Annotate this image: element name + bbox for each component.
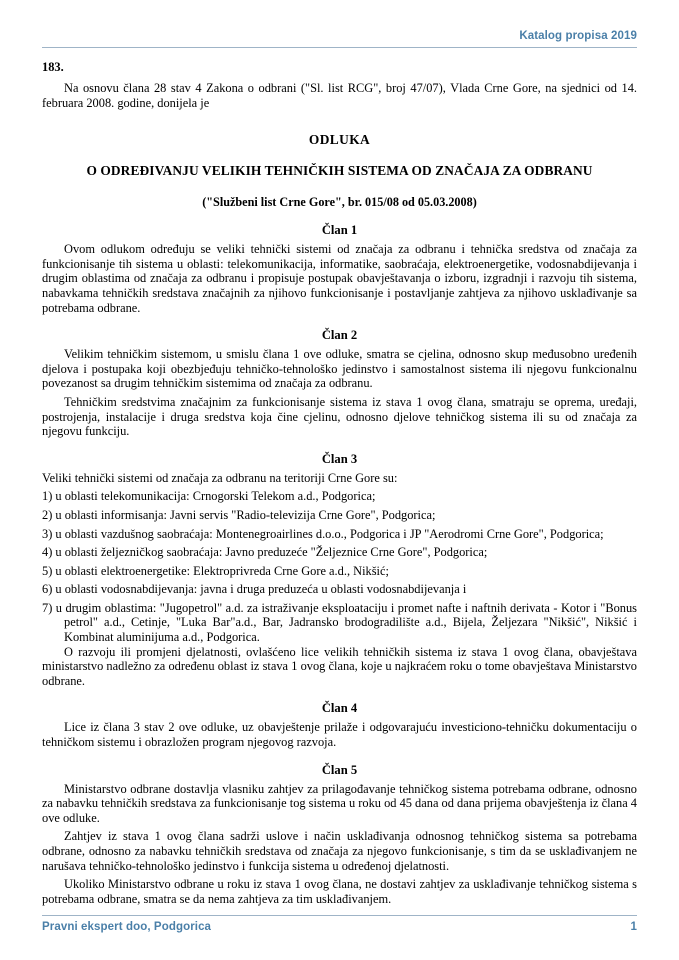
gazette-reference: ("Službeni list Crne Gore", br. 015/08 od 05.03.2008) [202,195,477,210]
list-item: 7) u drugim oblastima: "Jugopetrol" a.d. za istraživanje eksploataciju i promet nafte i naftnih derivata - Kotor i "Bonus petrol" a.d., Cetinje, "Luka Bar"a.d., Bar, Jadransko brodogradilište a.d., Bijela, Željezara "Nikšić", Nikšić i Kombinat aluminijuma a.d., Podgorica. [42,600,637,645]
article-3-closing-paragraph: O razvoju ili promjeni djelatnosti, ovlašćeno lice velikih tehničkih sistema iz stava 1 ovog člana, obavještava ministarstvo nadležno za određenu oblast iz stava 1 ovog člana, koje u najkraćem roku o tome obavještava Ministarstvo odbrane. [42,644,637,688]
decision-title-main: ODLUKA [308,132,371,148]
footer-page-number: 1 [630,921,637,933]
header-title: Katalog propisa 2019 [519,30,637,42]
article-heading-3: Član 3 [321,451,358,466]
list-item: 1) u oblasti telekomunikacija: Crnogorski Telekom a.d., Podgorica; [42,489,376,504]
article-2-paragraph-1: Velikim tehničkim sistemom, u smislu člana 1 ove odluke, smatra se cjelina, odnosno skup međusobno uređenih djelova i postupaka koji obezbjeđuju tehničko-tehnološko jedinstvo i samostalnost sistema ili njegovu funkcionalnu povezanost sa drugim tehničkim sistemima od značaja za odbranu. [42,347,637,391]
page-footer [42,915,637,934]
decision-title-block [42,132,637,210]
article-3-intro: Veliki tehnički sistemi od značaja za odbranu na teritoriji Crne Gore su: [42,470,398,485]
article-heading-4: Član 4 [321,701,358,716]
article-1-paragraph-1: Ovom odlukom određuju se veliki tehnički sistemi od značaja za odbranu i tehnička sredstva od značaja za funkcionisanje tih sistema u oblasti: telekomunikacija, informatike, saobraćaja, elektroenergetike, vodosnabdijevanja i drugim oblastima od značaja za odbranu i propisuje postupak obavještavanja o izboru, izgradnji i razvoju tih sistema, nabavkama tehničkih sredstava značajnih za njihovo funkcionisanje i postavljanje zahtjeva za njihovo usklađivanje sa potrebama odbrane. [42,242,637,315]
page-header [42,0,637,48]
list-item: 6) u oblasti vodosnabdijevanja: javna i druga preduzeća u oblasti vodosnabdijevanja i [42,582,467,597]
list-item: 5) u oblasti elektroenergetike: Elektroprivreda Crne Gore a.d., Nikšić; [42,563,389,578]
article-heading-5: Član 5 [321,762,358,777]
entry-number: 183. [42,60,64,74]
footer-publisher: Pravni ekspert doo, Podgorica [42,921,212,933]
article-heading-1: Član 1 [321,223,358,238]
list-item: 3) u oblasti vazdušnog saobraćaja: Montenegroairlines d.o.o., Podgorica i JP "Aerodromi Crne Gore", Podgorica; [42,526,604,541]
article-4-paragraph-1: Lice iz člana 3 stav 2 ove odluke, uz obavještenje prilaže i odgovarajuću investiciono-tehničku dokumentaciju o tehničkom sistemu i obrazložen program njegovog razvoja. [42,720,637,750]
preamble-paragraph: Na osnovu člana 28 stav 4 Zakona o odbrani ("Sl. list RCG", broj 47/07), Vlada Crne Gore, na sjednici od 14. februara 2008. godine, donijela je [42,81,637,110]
list-item: 2) u oblasti informisanja: Javni servis "Radio-televizija Crne Gore", Podgorica; [42,507,436,522]
article-3-system-list [42,489,637,644]
article-5-paragraph-2: Zahtjev iz stava 1 ovog člana sadrži uslove i način usklađivanja odnosnog tehničkog sistema sa potrebama odbrane, odnosno za nabavku tehničkih sredstava od značaja za njegovo funkcionisanje, s tim da se usklađivanjem ne narušava tehničko-tehnološko jedinstvo i funkcija sistema u određenoj djelatnosti. [42,829,637,873]
decision-title-subject: O ODREĐIVANJU VELIKIH TEHNIČKIH SISTEMA OD ZNAČAJA ZA ODBRANU [86,163,593,179]
article-heading-2: Član 2 [321,328,358,343]
article-5-paragraph-3: Ukoliko Ministarstvo odbrane u roku iz stava 1 ovog člana, ne dostavi zahtjev za usklađivanje tehničkog sistema s potrebama odbrane, smatra se da nema zahtjeva za tim usklađivanjem. [42,877,637,906]
article-2-paragraph-2: Tehničkim sredstvima značajnim za funkcionisanje sistema iz stava 1 ovog člana, smatraju se oprema, uređaji, postrojenja, instalacije i druga sredstva koja čine cjelinu, odnosno djelove tehničkog sistema ili su od značaja za njegovu funkciju. [42,394,637,439]
list-item: 4) u oblasti željezničkog saobraćaja: Javno preduzeće "Željeznice Crne Gore", Podgorica; [42,545,488,560]
article-5-paragraph-1: Ministarstvo odbrane dostavlja vlasniku zahtjev za prilagođavanje tehničkog sistema potrebama odbrane, odnosno za nabavku tehničkih sredstava za funkcionisanje tog sistema u roku od 45 dana od dana prijema obavještenja iz člana 4 ove odluke. [42,781,637,825]
